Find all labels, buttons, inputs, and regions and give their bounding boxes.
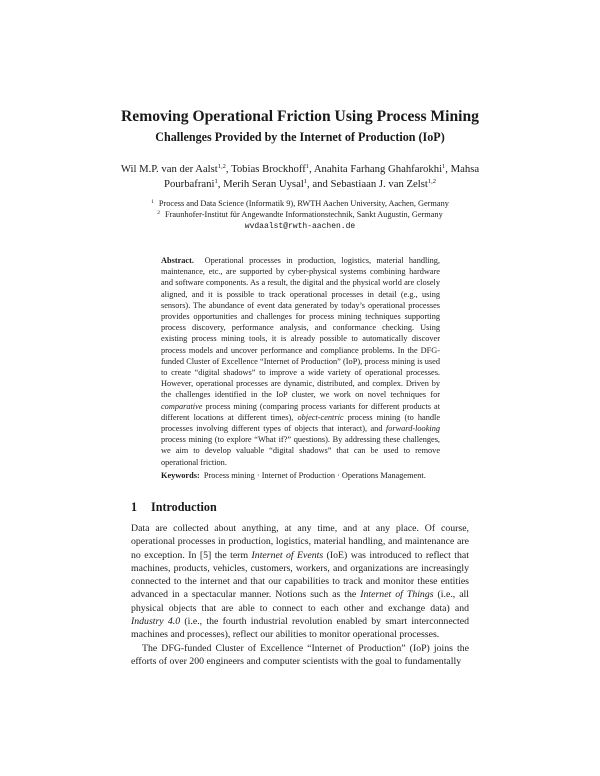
author-email[interactable]: wvdaalst@rwth-aachen.de <box>244 221 356 231</box>
author-name: Merih Seran Uysal <box>223 178 304 190</box>
abstract: Abstract. Operational processes in production, logistics, material handling, maintenance, etc., are supported by cyber-physical systems combining hardware and software components. As a result, the digital and the physical world are closely aligned, and it is possible to track operational processes in detail (e.g., using sensors). The abundance of event data generated by today’s operational processes provides opportunities and challenges for process mining techniques supporting process discovery, performance analysis, and conformance checking. Using existing process mining tools, it is already possible to automatically discover process models and uncover performance and compliance problems. In the DFG-funded Cluster of Excellence “Internet of Production” (IoP), process mining is used to create “digital shadows” to improve a wide variety of operational processes. However, operational processes are dynamic, distributed, and complex. Driven by the challenges identified in the IoP cluster, we work on novel techniques for comparative process mining (comparing process variants for different products at different locations at different times), object-centric process mining (to handle processes involving different types of objects that interact), and forward-looking process mining (to explore “What if?” questions). By addressing these challenges, we aim to develop valuable “digital shadows” that can be used to remove operational friction. <box>161 256 441 467</box>
author-name: Anahita Farhang Ghahfarokhi <box>313 163 443 175</box>
author-affiliation-marker: 1 <box>303 178 308 185</box>
author-name: Mahsa Pourbafrani <box>164 163 480 190</box>
author-name: Sebastiaan J. van Zelst <box>330 178 428 190</box>
abstract-label: Abstract. <box>161 256 194 265</box>
author-affiliation-marker: 1 <box>305 163 310 170</box>
affiliation-1: $^1$ Process and Data Science (Informatik 9), RWTH Aachen University, Aachen, Germany <box>151 199 449 208</box>
affiliations <box>100 198 500 232</box>
author-list: Wil M.P. van der Aalst$^{1,2}$, Tobias Brockhoff$^1$, Anahita Farhang Ghahfarokhi$^1$, Mahsa Pourbafrani$^1$, Merih Seran Uysal$^1$, and Sebastiaan J. van Zelst$^{1,2}$ <box>120 163 480 190</box>
section-heading <box>131 500 217 515</box>
intro-paragraph-1: Data are collected about anything, at any time, and at any place. Of course, operational processes in production, logistics, material handling, and maintenance are no exception. In [5] the term Internet of Events (IoE) was introduced to reflect that machines, products, vehicles, customers, workers, and organizations are increasingly connected to the internet and that our capabilities to track and monitor these entities advanced in a spectacular manner. Notions such as the Internet of Things (i.e., all physical objects that are able to connect to each other and exchange data) and Industry 4.0 (i.e., the fourth industrial revolution enabled by smart interconnected machines and processes), reflect our abilities to monitor operational processes. <box>131 523 469 641</box>
paper-subtitle: Challenges Provided by the Internet of Production (IoP) <box>155 130 445 144</box>
author-affiliation-marker: 1 <box>214 178 218 185</box>
author-name: Wil M.P. van der Aalst <box>120 163 218 175</box>
intro-body <box>131 522 469 668</box>
author-affiliation-marker: 1,2 <box>427 178 436 185</box>
section-number: 1 <box>131 500 138 514</box>
keywords: Keywords: Process mining · Internet of Production · Operations Management. <box>161 471 426 480</box>
author-affiliation-marker: 1,2 <box>217 163 226 170</box>
paper-title: Removing Operational Friction Using Process Mining <box>121 108 479 125</box>
author-affiliation-marker: 1 <box>442 163 446 170</box>
author-name: Tobias Brockhoff <box>231 163 306 175</box>
affiliation-2: $^2$ Fraunhofer-Institut für Angewandte Informationstechnik, Sankt Augustin, Germany <box>157 210 443 220</box>
keywords-label: Keywords: <box>161 471 200 480</box>
section-title: Introduction <box>151 500 217 514</box>
intro-paragraph-2: The DFG-funded Cluster of Excellence “Internet of Production” (IoP) joins the efforts of over 200 engineers and computer scientists with the goal to fundamentally <box>131 642 469 667</box>
